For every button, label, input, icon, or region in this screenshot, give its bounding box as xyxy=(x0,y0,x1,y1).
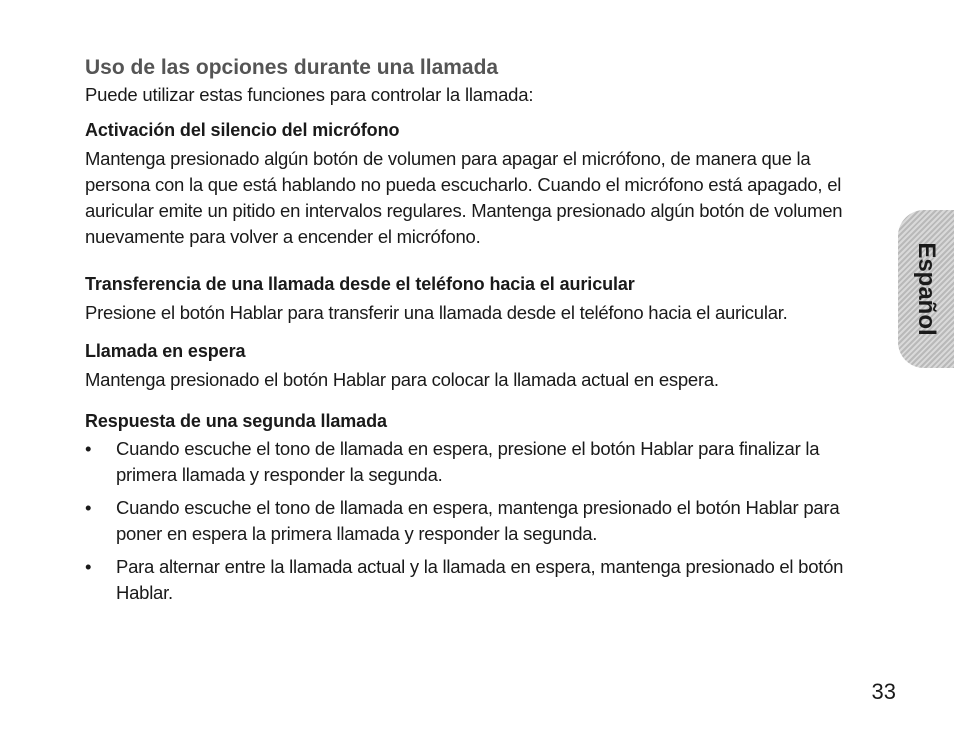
section-hold xyxy=(85,338,875,393)
list-item xyxy=(85,436,875,488)
list-item xyxy=(85,554,875,606)
section-mute xyxy=(85,117,875,250)
page-number: 33 xyxy=(871,679,896,704)
list-item-text: Cuando escuche el tono de llamada en espera, presione el botón Hablar para finalizar la primera llamada y responder la segunda. xyxy=(116,438,820,485)
list-item xyxy=(85,495,875,547)
language-tab xyxy=(898,210,954,368)
section-body-hold: Mantenga presionado el botón Hablar para colocar la llamada actual en espera. xyxy=(85,369,719,390)
page-content xyxy=(85,54,875,613)
section-body-transfer: Presione el botón Hablar para transferir una llamada desde el teléfono hacia el auricular. xyxy=(85,302,788,323)
section-second-call xyxy=(85,408,875,606)
section-heading-transfer: Transferencia de una llamada desde el teléfono hacia el auricular xyxy=(85,274,635,294)
language-tab-label: Español xyxy=(913,242,940,336)
section-heading-hold: Llamada en espera xyxy=(85,341,246,361)
intro-text: Puede utilizar estas funciones para controlar la llamada: xyxy=(85,84,534,105)
section-body-mute: Mantenga presionado algún botón de volumen para apagar el micrófono, de manera que la persona con la que está hablando no pueda escucharlo. Cuando el micrófono está apagado, el auricular emite un pitido en intervalos regulares. Mantenga presionado algún botón de volumen nuevamente para volver a encender el micrófono. xyxy=(85,148,843,247)
list-item-text: Para alternar entre la llamada actual y la llamada en espera, mantenga presionado el botón Hablar. xyxy=(116,556,844,603)
section-heading-second-call: Respuesta de una segunda llamada xyxy=(85,411,387,431)
section-transfer xyxy=(85,271,875,326)
bullet-icon: • xyxy=(85,497,92,518)
section-heading-mute: Activación del silencio del micrófono xyxy=(85,120,400,140)
page-title: Uso de las opciones durante una llamada xyxy=(85,56,499,79)
bullet-list xyxy=(85,436,875,606)
bullet-icon: • xyxy=(85,438,92,459)
bullet-icon: • xyxy=(85,556,92,577)
list-item-text: Cuando escuche el tono de llamada en espera, mantenga presionado el botón Hablar para poner en espera la primera llamada y responder la segunda. xyxy=(116,497,840,544)
